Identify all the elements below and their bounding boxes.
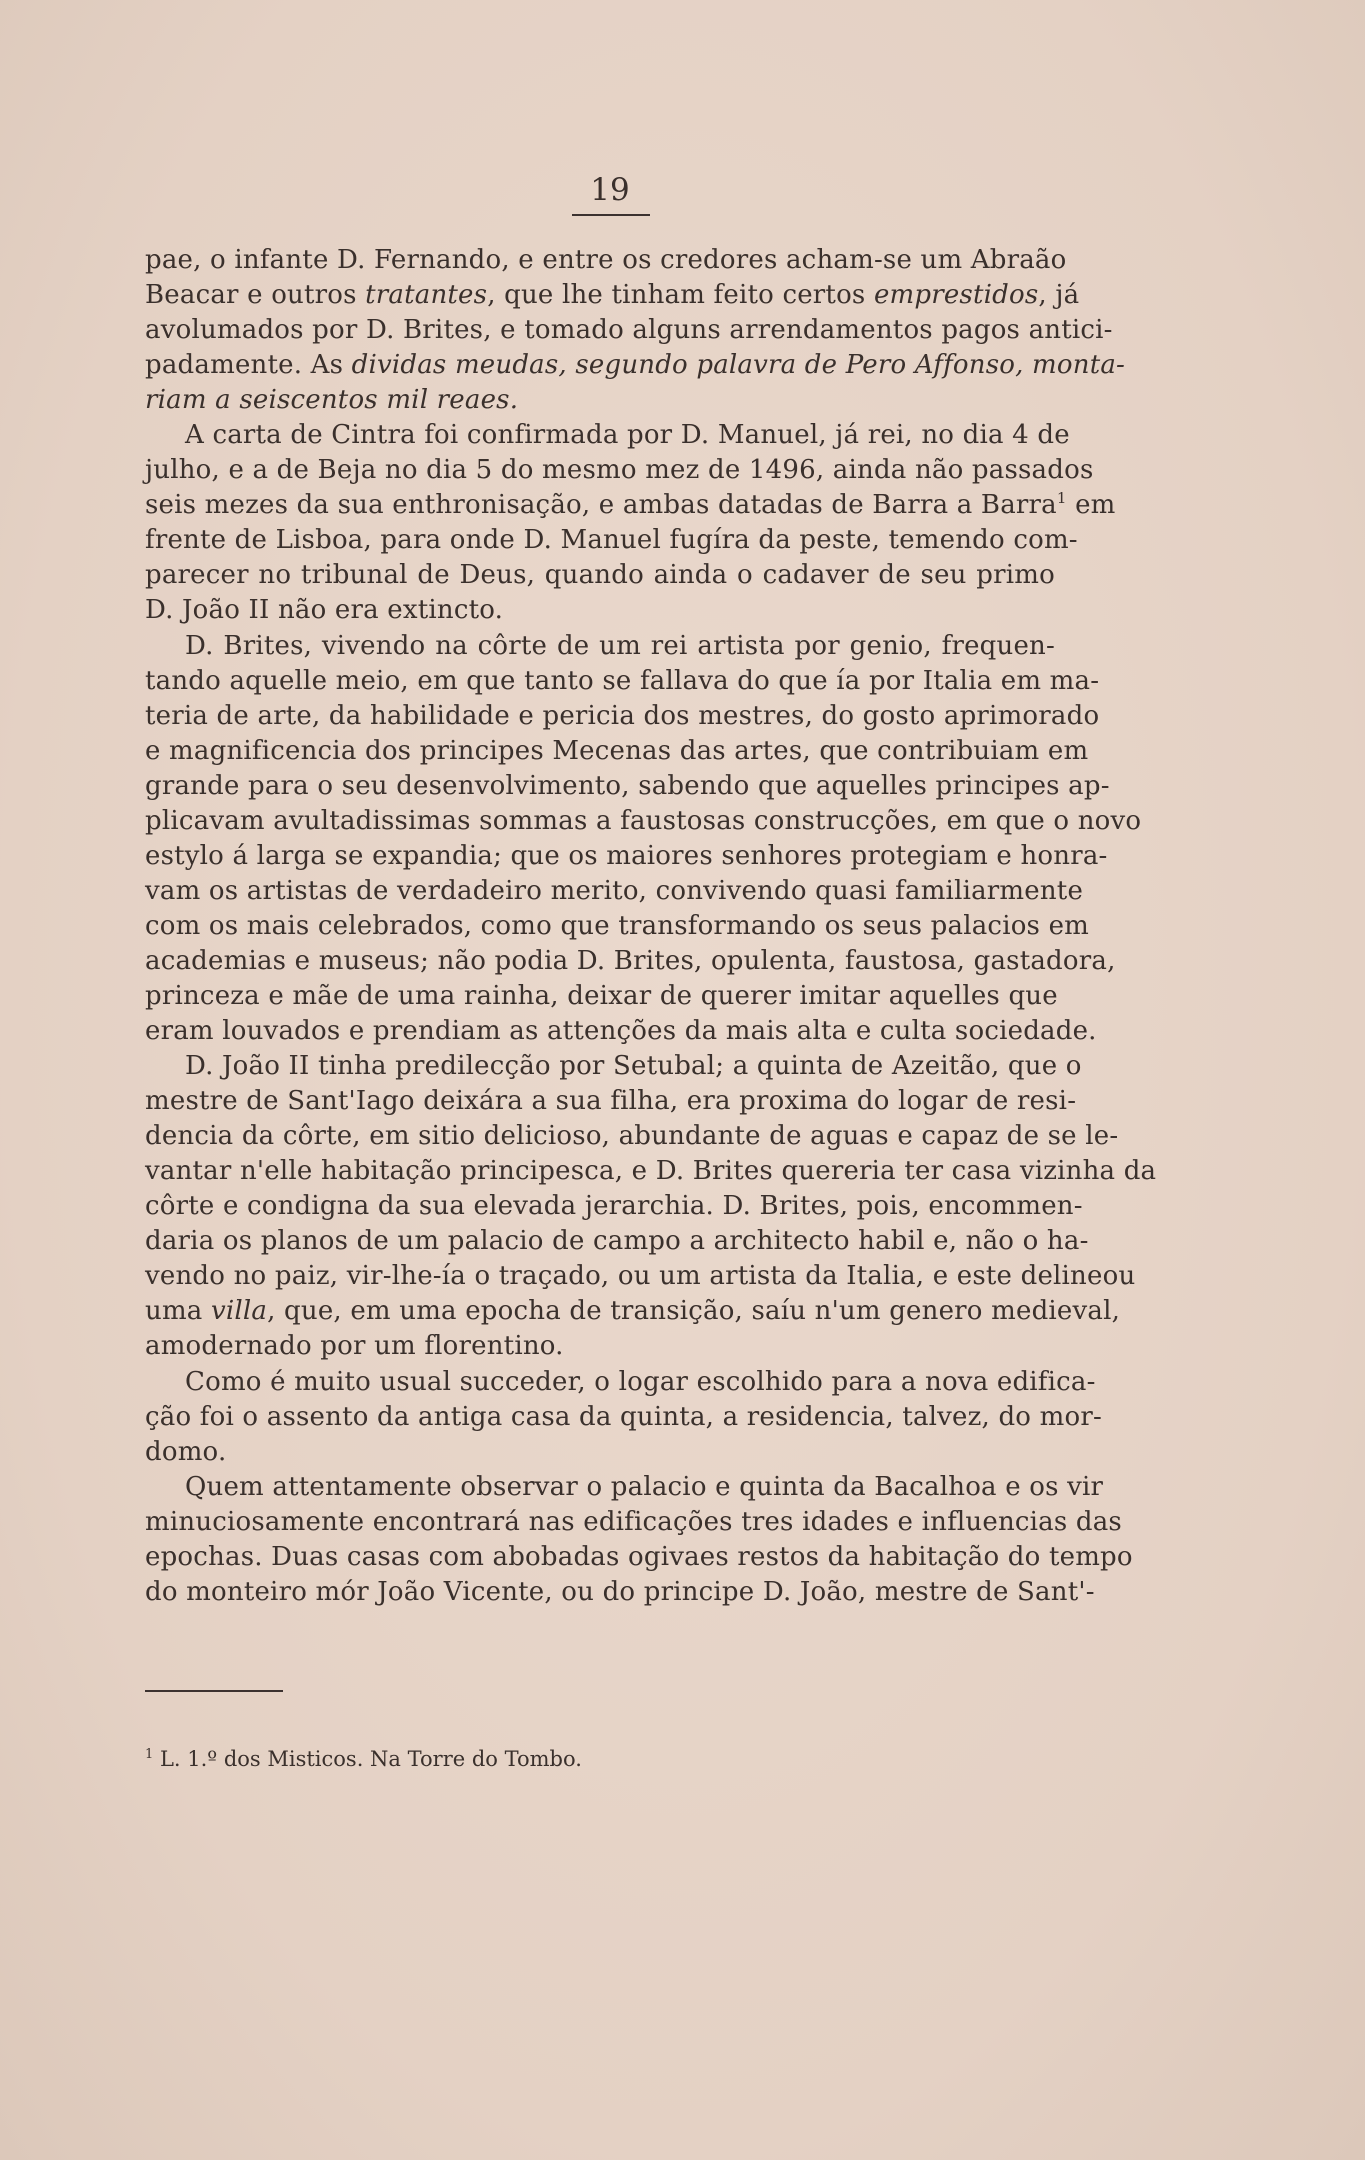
text-line <box>145 804 1142 839</box>
text-segment: D. João II não era extincto. <box>145 595 504 626</box>
text-line <box>145 1435 1055 1470</box>
text-line <box>145 699 1100 734</box>
text-line <box>145 909 1090 944</box>
text-segment: Beacar e outros <box>145 280 366 311</box>
text-line <box>145 839 1108 874</box>
page-number-rule <box>572 214 650 216</box>
text-line <box>145 1470 1104 1505</box>
text-line <box>145 874 1084 909</box>
footnote <box>145 1745 845 1773</box>
text-line <box>145 1400 1102 1435</box>
text-segment: , já <box>1038 280 1080 311</box>
footnote-reference: 1 <box>1056 489 1067 508</box>
text-line <box>145 1014 1097 1049</box>
footnote-marker: 1 <box>145 1747 154 1762</box>
text-segment: A carta de Cintra foi confirmada por D. Manuel, já rei, no dia 4 de <box>185 420 1070 451</box>
text-line <box>145 278 1080 313</box>
text-line <box>145 523 1078 558</box>
text-segment: domo. <box>145 1436 227 1467</box>
text-segment: padamente. As <box>145 350 352 381</box>
text-segment: plicavam avultadissimas sommas a faustosas construcções, em que o novo <box>145 805 1142 836</box>
text-segment: seis mezes da sua enthronisação, e ambas datadas de Barra a Barra <box>145 490 1057 521</box>
text-segment: vam os artistas de verdadeiro merito, convivendo quasi familiarmente <box>145 875 1084 906</box>
text-segment: e magnificencia dos principes Mecenas das artes, que contribuiam em <box>145 735 1089 766</box>
text-segment: côrte e condigna da sua elevada jerarchia. D. Brites, pois, encommen- <box>145 1191 1083 1222</box>
text-segment: vendo no paiz, vir-lhe-ía o traçado, ou um artista da Italia, e este delineou <box>145 1261 1136 1292</box>
text-line <box>145 558 1055 593</box>
text-segment: ção foi o assento da antiga casa da quinta, a residencia, talvez, do mor- <box>145 1401 1102 1432</box>
text-line <box>145 243 1067 278</box>
page-number: 19 <box>590 172 630 208</box>
text-line <box>145 1084 1077 1119</box>
text-segment: uma <box>145 1296 211 1327</box>
text-segment: tando aquelle meio, em que tanto se fallava do que ía por Italia em ma- <box>145 665 1100 696</box>
footnote-rule <box>145 1690 283 1692</box>
text-line <box>145 664 1100 699</box>
text-line <box>145 979 1058 1014</box>
text-line <box>145 629 1055 664</box>
text-segment: parecer no tribunal de Deus, quando ainda o cadaver de seu primo <box>145 560 1055 591</box>
italic-text: villa <box>210 1296 268 1327</box>
text-segment: D. João II tinha predilecção por Setubal; a quinta de Azeitão, que o <box>185 1051 1082 1082</box>
text-line <box>145 734 1089 769</box>
text-segment: eram louvados e prendiam as attenções da mais alta e culta sociedade. <box>145 1016 1097 1047</box>
footnote-text: L. 1.º dos Misticos. Na Torre do Tombo. <box>153 1747 582 1771</box>
text-line <box>145 313 1113 348</box>
text-segment: , que lhe tinham feito certos <box>487 280 874 311</box>
text-segment: avolumados por D. Brites, e tomado alguns arrendamentos pagos antici- <box>145 315 1113 346</box>
text-segment: com os mais celebrados, como que transformando os seus palacios em <box>145 910 1090 941</box>
text-segment: pae, o infante D. Fernando, e entre os credores acham-se um Abraão <box>145 245 1067 275</box>
text-line <box>145 1575 1095 1610</box>
text-line <box>145 769 1110 804</box>
text-line <box>145 488 1116 523</box>
text-segment: dencia da côrte, em sitio delicioso, abundante de aguas e capaz de se le- <box>145 1121 1119 1152</box>
text-line <box>145 1049 1082 1084</box>
text-line <box>145 453 1094 488</box>
text-segment: epochas. Duas casas com abobadas ogivaes restos da habitação do tempo <box>145 1541 1133 1572</box>
text-segment: mestre de Sant'Iago deixára a sua filha, era proxima do logar de resi- <box>145 1086 1077 1117</box>
text-line <box>145 1329 1055 1364</box>
text-segment: , que, em uma epocha de transição, saíu n'um genero medieval, <box>267 1296 1121 1327</box>
text-line <box>145 1119 1119 1154</box>
text-line <box>145 348 1126 383</box>
text-segment: D. Brites, vivendo na côrte de um rei artista por genio, frequen- <box>185 630 1055 661</box>
text-line <box>145 1294 1121 1329</box>
text-segment: frente de Lisboa, para onde D. Manuel fugíra da peste, temendo com- <box>145 525 1078 556</box>
text-line <box>145 1224 1089 1259</box>
italic-text: riam a seiscentos mil reaes. <box>145 385 519 416</box>
text-line <box>145 1189 1083 1224</box>
text-segment: academias e museus; não podia D. Brites, opulenta, faustosa, gastadora, <box>145 945 1116 976</box>
text-line <box>145 383 1055 418</box>
italic-text: tratantes <box>365 280 488 311</box>
text-line <box>145 1540 1133 1575</box>
text-segment: estylo á larga se expandia; que os maiores senhores protegiam e honra- <box>145 840 1108 871</box>
text-line <box>145 418 1070 453</box>
text-segment: amodernado por um florentino. <box>145 1331 564 1362</box>
text-segment: minuciosamente encontrará nas edificações tres idades e influencias das <box>145 1506 1122 1537</box>
italic-text: emprestidos <box>873 280 1039 311</box>
text-line <box>145 944 1116 979</box>
text-segment: vantar n'elle habitação principesca, e D. Brites quereria ter casa vizinha da <box>145 1156 1157 1187</box>
text-segment: em <box>1066 490 1116 521</box>
text-segment: daria os planos de um palacio de campo a architecto habil e, não o ha- <box>145 1226 1089 1257</box>
text-segment: Como é muito usual succeder, o logar escolhido para a nova edifica- <box>185 1366 1096 1397</box>
text-segment: grande para o seu desenvolvimento, sabendo que aquelles principes ap- <box>145 770 1110 801</box>
text-segment: princeza e mãe de uma rainha, deixar de querer imitar aquelles que <box>145 980 1058 1011</box>
text-segment: teria de arte, da habilidade e pericia dos mestres, do gosto aprimorado <box>145 700 1100 731</box>
text-line <box>145 1365 1096 1400</box>
text-segment: Quem attentamente observar o palacio e quinta da Bacalhoa e os vir <box>185 1471 1104 1502</box>
text-line <box>145 1259 1136 1294</box>
text-line <box>145 1154 1157 1189</box>
italic-text: dividas meudas, segundo palavra de Pero Affonso, monta- <box>351 350 1126 381</box>
text-segment: julho, e a de Beja no dia 5 do mesmo mez de 1496, ainda não passados <box>145 455 1094 486</box>
text-line <box>145 1505 1122 1540</box>
body-text <box>145 243 1157 1610</box>
text-line <box>145 593 1055 628</box>
text-segment: do monteiro mór João Vicente, ou do principe D. João, mestre de Sant'- <box>145 1576 1095 1607</box>
